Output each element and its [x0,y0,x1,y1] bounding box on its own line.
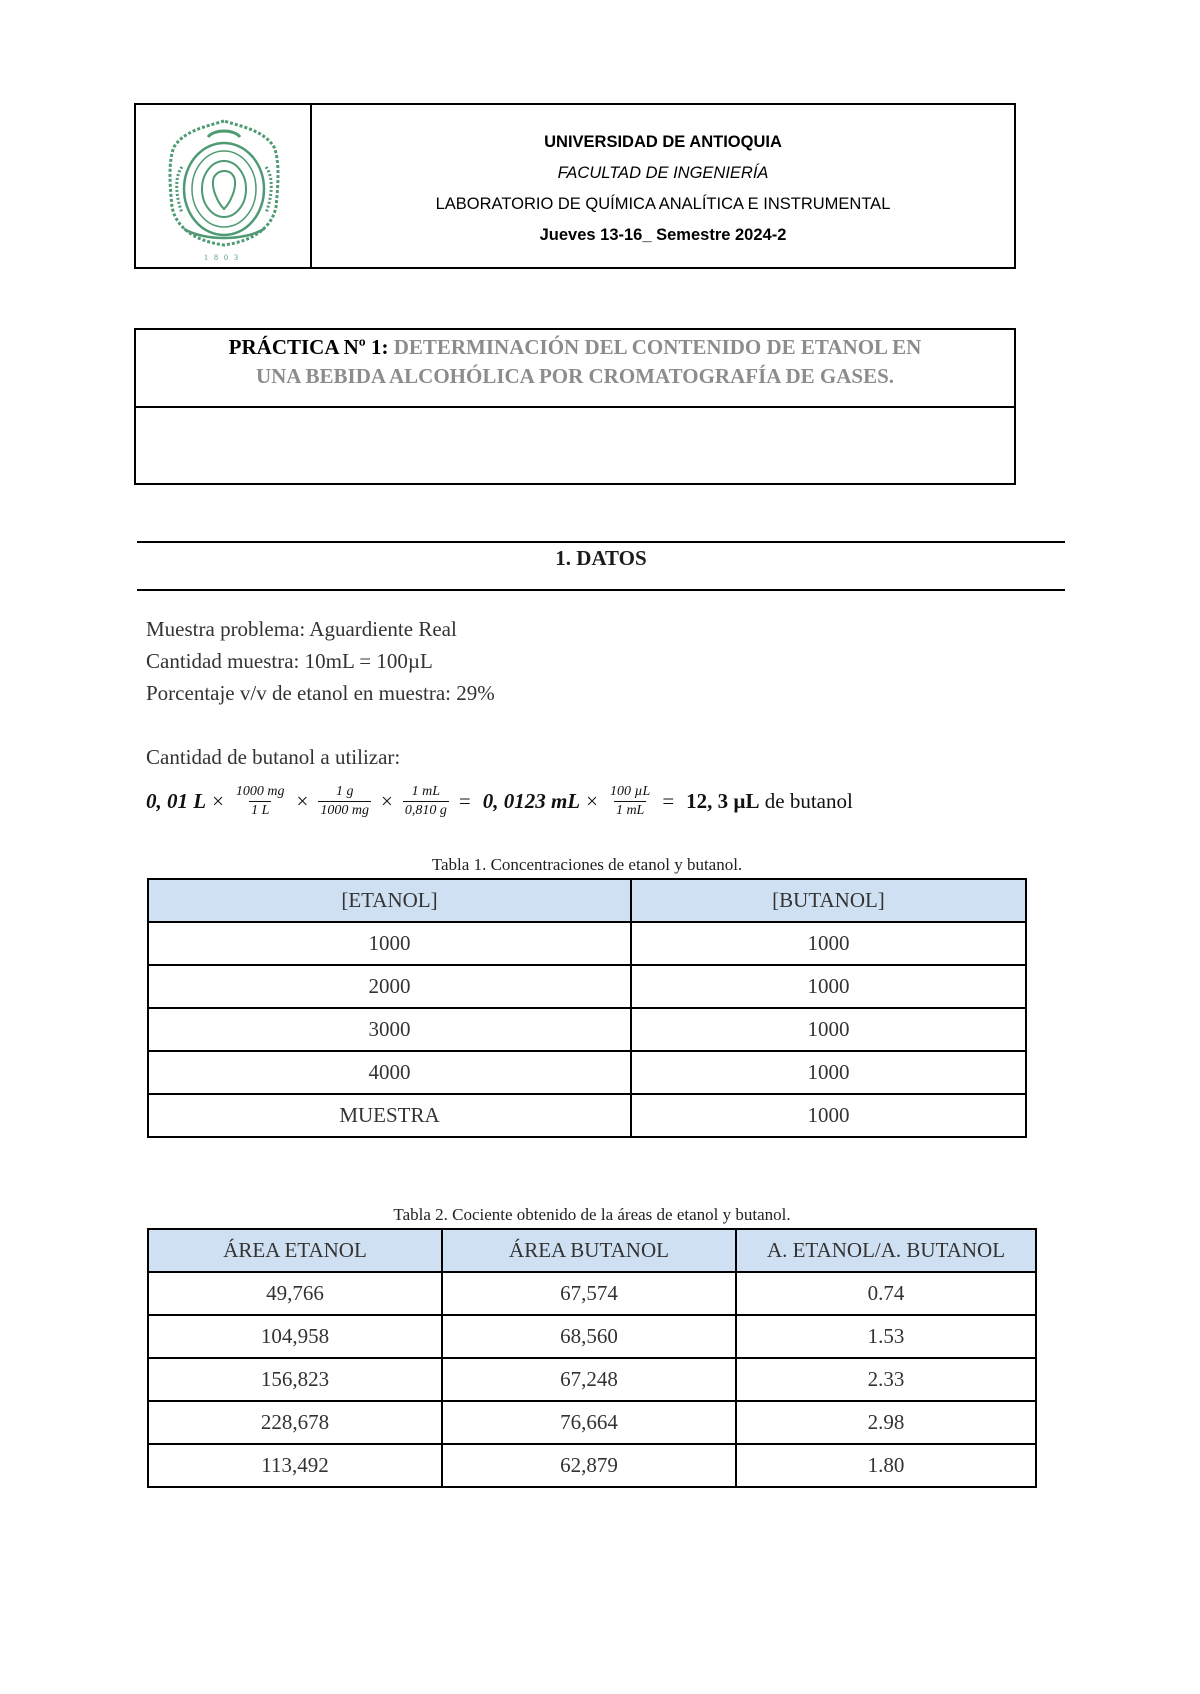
header-text [312,127,1014,251]
table1-caption: Tabla 1. Concentraciones de etanol y butanol. [431,855,743,874]
table-cell: 2.98 [736,1401,1036,1444]
table-cell: 67,248 [442,1358,736,1401]
table-row [148,1444,1036,1487]
table-cell: 62,879 [442,1444,736,1487]
sample-line: Muestra problema: Aguardiente Real [146,617,457,641]
eq-fraction-2: $\frac{1 g}{1000 mg}$ [320,783,370,818]
table-cell: 1000 [631,1008,1026,1051]
eq-fraction-1: $\frac{1000 mg}{1 L}$ [235,783,285,818]
table-cell: 104,958 [148,1315,442,1358]
column-header: [BUTANOL] [631,879,1026,922]
eq-times-1: × [212,788,224,813]
practice-name-line2: UNA BEBIDA ALCOHÓLICA POR CROMATOGRAFÍA DE GASES. [255,364,895,388]
percentage-line: Porcentaje v/v de etanol en muestra: 29% [146,681,495,705]
areas-table [147,1228,1037,1488]
table-cell: 1000 [631,1051,1026,1094]
section-rule-top [137,541,1065,543]
table-cell: 3000 [148,1008,631,1051]
column-header: A. ETANOL/A. BUTANOL [736,1229,1036,1272]
eq-times-2: × [296,788,309,813]
concentrations-table [147,878,1027,1138]
header-box [134,103,1016,269]
eq-times-4: × [586,788,598,813]
butanol-equation [146,776,853,826]
practice-title [136,330,1014,408]
schedule: Jueves 13-16_ Semestre 2024-2 [539,226,787,244]
table2-caption: Tabla 2. Cociente obtenido de la áreas de etanol y butanol. [393,1205,791,1224]
table-cell: 2000 [148,965,631,1008]
eq-suffix: de butanol [759,788,853,813]
university-seal-icon [164,117,284,263]
table-cell: 76,664 [442,1401,736,1444]
table-row [148,1272,1036,1315]
column-header: [ETANOL] [148,879,631,922]
table-cell: 156,823 [148,1358,442,1401]
section-title: 1. DATOS [555,546,647,570]
table-row [148,1358,1036,1401]
practice-label: PRÁCTICA Nº 1: [228,335,389,359]
logo-cell [136,105,312,267]
table-cell: 1.53 [736,1315,1036,1358]
section-rule-bottom [137,589,1065,591]
table-cell: 68,560 [442,1315,736,1358]
column-header: ÁREA ETANOL [148,1229,442,1272]
table-header-row [148,879,1026,922]
table-row [148,1315,1036,1358]
table-row [148,1051,1026,1094]
table-row [148,1094,1026,1137]
amount-line: Cantidad muestra: 10mL = 100µL [146,649,433,673]
eq-equals-1: = [458,788,471,813]
logo-year: 1803 [204,253,244,262]
faculty-name: FACULTAD DE INGENIERÍA [557,164,769,182]
lab-name: LABORATORIO DE QUÍMICA ANALÍTICA E INSTRUMENTAL [435,195,891,213]
eq-fraction-4: $\frac{\text{100 µL}}{1 mL}$ [609,783,651,818]
practice-name-line1: DETERMINACIÓN DEL CONTENIDO DE ETANOL EN [388,335,922,359]
table-row [148,1008,1026,1051]
table-row [148,965,1026,1008]
table-cell: 4000 [148,1051,631,1094]
eq-mid: 0, 0123 mL [482,788,581,813]
table-row [148,1401,1036,1444]
table-cell: 2.33 [736,1358,1036,1401]
practice-box [134,328,1016,485]
table-cell: 1000 [631,1094,1026,1137]
eq-times-3: × [381,788,393,813]
university-name: UNIVERSIDAD DE ANTIOQUIA [544,133,782,151]
table-cell: MUESTRA [148,1094,631,1137]
table-cell: 49,766 [148,1272,442,1315]
eq-result: 12, 3 µL [686,788,760,813]
table-cell: 1.80 [736,1444,1036,1487]
table-cell: 113,492 [148,1444,442,1487]
table-cell: 0.74 [736,1272,1036,1315]
butanol-intro-line: Cantidad de butanol a utilizar: [146,745,401,769]
table-cell: 1000 [631,965,1026,1008]
table-header-row [148,1229,1036,1272]
column-header: ÁREA BUTANOL [442,1229,736,1272]
table-cell: 67,574 [442,1272,736,1315]
table-row [148,922,1026,965]
eq-start: 0, 01 L [146,788,207,813]
eq-equals-2: = [662,788,675,813]
eq-fraction-3: $\frac{1 mL}{0,810 g}$ [404,783,447,818]
table-cell: 1000 [631,922,1026,965]
table-cell: 1000 [148,922,631,965]
table-cell: 228,678 [148,1401,442,1444]
